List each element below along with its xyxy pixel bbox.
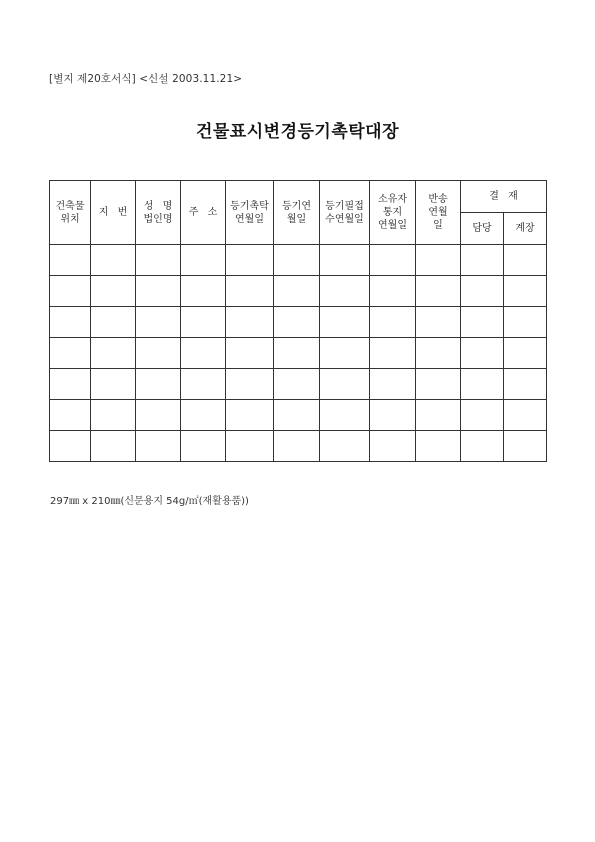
table-cell [504, 431, 547, 462]
table-cell [226, 431, 274, 462]
table-cell [416, 400, 461, 431]
table-cell [274, 338, 320, 369]
column-header-lot-number: 지 번 [91, 181, 136, 245]
table-cell [274, 400, 320, 431]
table-cell [50, 400, 91, 431]
table-cell [181, 400, 226, 431]
table-cell [50, 369, 91, 400]
table-cell [136, 369, 181, 400]
table-cell [416, 245, 461, 276]
table-cell [50, 245, 91, 276]
table-row [50, 400, 547, 431]
table-cell [226, 400, 274, 431]
table-row [50, 276, 547, 307]
header-row [50, 181, 547, 213]
table-cell [226, 338, 274, 369]
column-header-approval: 결 재 [461, 181, 547, 213]
column-header-building-location: 건축물 위치 [50, 181, 91, 245]
table-cell [504, 400, 547, 431]
table-cell [181, 431, 226, 462]
table-cell [370, 307, 416, 338]
table-cell [320, 307, 370, 338]
table-cell [91, 369, 136, 400]
table-cell [136, 338, 181, 369]
table-cell [320, 369, 370, 400]
table-cell [370, 369, 416, 400]
table-cell [461, 369, 504, 400]
table-cell [50, 431, 91, 462]
register-body [50, 245, 547, 462]
column-header-name-corporation: 성 명 법인명 [136, 181, 181, 245]
table-row [50, 338, 547, 369]
column-header-registration-date: 등기연 월일 [274, 181, 320, 245]
table-cell [274, 369, 320, 400]
table-cell [274, 431, 320, 462]
table-cell [504, 338, 547, 369]
table-cell [320, 276, 370, 307]
column-header-commission-date: 등기촉탁 연월일 [226, 181, 274, 245]
table-cell [416, 276, 461, 307]
table-cell [136, 276, 181, 307]
column-header-completion-receipt-date: 등기필접 수연월일 [320, 181, 370, 245]
table-cell [461, 431, 504, 462]
column-header-approval-chief: 계장 [504, 213, 547, 245]
table-cell [274, 276, 320, 307]
table-cell [136, 431, 181, 462]
table-cell [504, 369, 547, 400]
table-cell [136, 245, 181, 276]
table-row [50, 369, 547, 400]
table-cell [504, 276, 547, 307]
table-cell [370, 245, 416, 276]
register-table [49, 180, 547, 462]
table-cell [274, 307, 320, 338]
table-cell [370, 431, 416, 462]
column-header-address: 주 소 [181, 181, 226, 245]
table-cell [226, 276, 274, 307]
table-cell [91, 245, 136, 276]
table-cell [50, 338, 91, 369]
table-cell [370, 338, 416, 369]
table-cell [320, 338, 370, 369]
table-cell [461, 245, 504, 276]
table-cell [320, 400, 370, 431]
table-cell [274, 245, 320, 276]
paper-spec-note: 297㎜ x 210㎜(신문용지 54g/㎡(재활용품)) [50, 496, 249, 507]
table-cell [91, 431, 136, 462]
table-row [50, 307, 547, 338]
column-header-return-date: 반송 연월 일 [416, 181, 461, 245]
column-header-approval-staff: 담당 [461, 213, 504, 245]
table-cell [91, 307, 136, 338]
table-cell [136, 400, 181, 431]
table-cell [181, 369, 226, 400]
table-row [50, 245, 547, 276]
table-cell [370, 276, 416, 307]
table-cell [181, 245, 226, 276]
form-number-label: [별지 제20호서식] <신설 2003.11.21> [49, 73, 243, 85]
table-cell [416, 338, 461, 369]
table-cell [416, 307, 461, 338]
column-header-owner-notice-date: 소유자 통지 연월일 [370, 181, 416, 245]
page-title: 건물표시변경등기촉탁대장 [195, 122, 400, 142]
table-cell [50, 307, 91, 338]
table-cell [136, 307, 181, 338]
table-cell [370, 400, 416, 431]
table-cell [181, 338, 226, 369]
table-cell [461, 307, 504, 338]
table-cell [226, 307, 274, 338]
table-cell [461, 400, 504, 431]
table-cell [181, 307, 226, 338]
table-cell [91, 276, 136, 307]
table-cell [416, 431, 461, 462]
table-cell [461, 338, 504, 369]
table-cell [416, 369, 461, 400]
table-cell [320, 431, 370, 462]
table-cell [504, 307, 547, 338]
table-cell [91, 400, 136, 431]
table-cell [181, 276, 226, 307]
table-cell [461, 276, 504, 307]
table-cell [320, 245, 370, 276]
table-cell [226, 245, 274, 276]
table-cell [504, 245, 547, 276]
table-cell [91, 338, 136, 369]
table-cell [50, 276, 91, 307]
table-cell [226, 369, 274, 400]
table-row [50, 431, 547, 462]
